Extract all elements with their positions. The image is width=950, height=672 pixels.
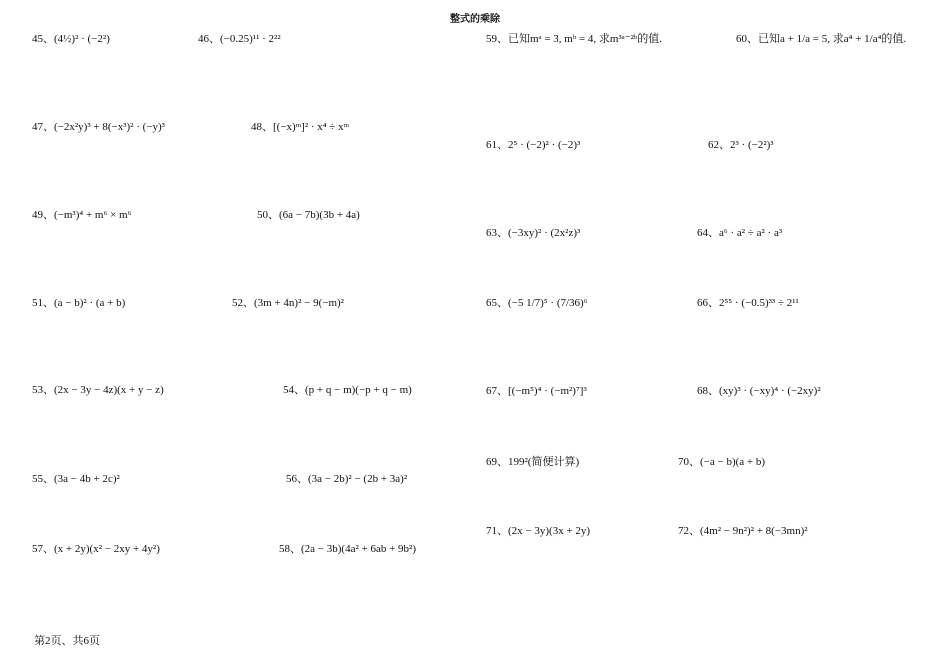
problem-number: 56、	[286, 473, 308, 485]
problem-number: 60、	[736, 33, 758, 45]
problem-number: 67、	[486, 385, 508, 397]
problem-number: 52、	[232, 297, 254, 309]
problem-expression: (−0.25)¹¹ · 2²²	[220, 33, 281, 45]
problem-number: 55、	[32, 473, 54, 485]
problem-expression: (a − b)² · (a + b)	[54, 297, 126, 309]
problem-expression: 2⁵ · (−2)² · (−2)³	[508, 139, 581, 151]
problem-54	[283, 383, 412, 397]
problem-58	[279, 542, 416, 556]
problem-number: 69、	[486, 456, 508, 468]
problem-49	[32, 208, 131, 222]
problem-56	[286, 472, 407, 486]
problem-63	[486, 226, 580, 240]
problem-number: 65、	[486, 297, 508, 309]
problem-71	[486, 524, 590, 538]
problem-number: 63、	[486, 227, 508, 239]
problem-expression: 2³ · (−2²)³	[730, 139, 774, 151]
problem-number: 71、	[486, 525, 508, 537]
problem-70	[678, 455, 765, 469]
problem-expression: (6a − 7b)(3b + 4a)	[279, 209, 360, 221]
problem-46	[198, 32, 281, 46]
problem-53	[32, 383, 164, 397]
problem-expression: 2⁵⁵ · (−0.5)³³ ÷ 2¹¹	[719, 297, 799, 309]
problem-expression: (3m + 4n)² − 9(−m)²	[254, 297, 344, 309]
problem-expression: (2a − 3b)(4a² + 6ab + 9b²)	[301, 543, 417, 555]
problem-52	[232, 296, 344, 310]
problem-number: 66、	[697, 297, 719, 309]
problem-55	[32, 472, 120, 486]
problem-number: 48、	[251, 121, 273, 133]
problem-number: 70、	[678, 456, 700, 468]
problem-number: 54、	[283, 384, 305, 396]
problem-number: 51、	[32, 297, 54, 309]
problem-number: 45、	[32, 33, 54, 45]
problem-expression: (xy)³ · (−xy)⁴ · (−2xy)²	[719, 385, 821, 397]
problem-number: 68、	[697, 385, 719, 397]
problem-expression: (3a − 4b + 2c)²	[54, 473, 120, 485]
problem-68	[697, 384, 821, 398]
problem-expression: 已知a + 1/a = 5, 求a⁴ + 1/a⁴的值.	[758, 33, 907, 45]
problem-number: 53、	[32, 384, 54, 396]
problem-expression: (4½)² · (−2²)	[54, 33, 110, 45]
problem-number: 72、	[678, 525, 700, 537]
problem-number: 61、	[486, 139, 508, 151]
problem-57	[32, 542, 160, 556]
problem-47	[32, 120, 165, 134]
problem-72	[678, 524, 808, 538]
problem-expression: 199²(简便计算)	[508, 456, 580, 468]
problem-number: 46、	[198, 33, 220, 45]
problem-expression: (p + q − m)(−p + q − m)	[305, 384, 412, 396]
problem-number: 50、	[257, 209, 279, 221]
problem-60	[736, 32, 906, 46]
problem-number: 49、	[32, 209, 54, 221]
problem-66	[697, 296, 799, 310]
problem-64	[697, 226, 782, 240]
problem-expression: (4m² − 9n²)² + 8(−3mn)²	[700, 525, 808, 537]
problem-48	[251, 120, 349, 134]
problem-expression: (x + 2y)(x² − 2xy + 4y²)	[54, 543, 160, 555]
problem-expression: (−a − b)(a + b)	[700, 456, 766, 468]
page-footer: 第2页、共6页	[34, 635, 100, 647]
problem-expression: (2x − 3y − 4z)(x + y − z)	[54, 384, 164, 396]
problem-51	[32, 296, 125, 310]
problem-number: 57、	[32, 543, 54, 555]
problem-45	[32, 32, 110, 46]
problem-61	[486, 138, 580, 152]
problem-expression: a⁶ · a² ÷ a² · a³	[719, 227, 783, 239]
problem-62	[708, 138, 774, 152]
problem-expression: 已知mᵃ = 3, mᵇ = 4, 求m³ᵃ⁻²ᵇ的值.	[508, 33, 663, 45]
problem-59	[486, 32, 662, 46]
problem-expression: (3a − 2b)² − (2b + 3a)²	[308, 473, 408, 485]
problem-expression: (−2x²y)³ + 8(−x³)² · (−y)³	[54, 121, 165, 133]
problem-number: 47、	[32, 121, 54, 133]
problem-50	[257, 208, 360, 222]
page-title: 整式的乘除	[450, 14, 500, 25]
problem-69	[486, 455, 579, 469]
problem-expression: (−3xy)² · (2x²z)³	[508, 227, 581, 239]
problem-expression: (−m³)⁴ + m⁶ × m⁶	[54, 209, 132, 221]
problem-number: 59、	[486, 33, 508, 45]
problem-number: 58、	[279, 543, 301, 555]
problem-expression: (2x − 3y)(3x + 2y)	[508, 525, 591, 537]
problem-expression: [(−m⁵)⁴ · (−m²)⁷]³	[508, 385, 587, 397]
problem-expression: [(−x)ᵐ]² · x⁴ ÷ xᵐ	[273, 121, 349, 133]
problem-67	[486, 384, 587, 398]
problem-expression: (−5 1/7)⁵ · (7/36)⁶	[508, 297, 588, 309]
problem-65	[486, 296, 588, 310]
problem-number: 64、	[697, 227, 719, 239]
problem-number: 62、	[708, 139, 730, 151]
